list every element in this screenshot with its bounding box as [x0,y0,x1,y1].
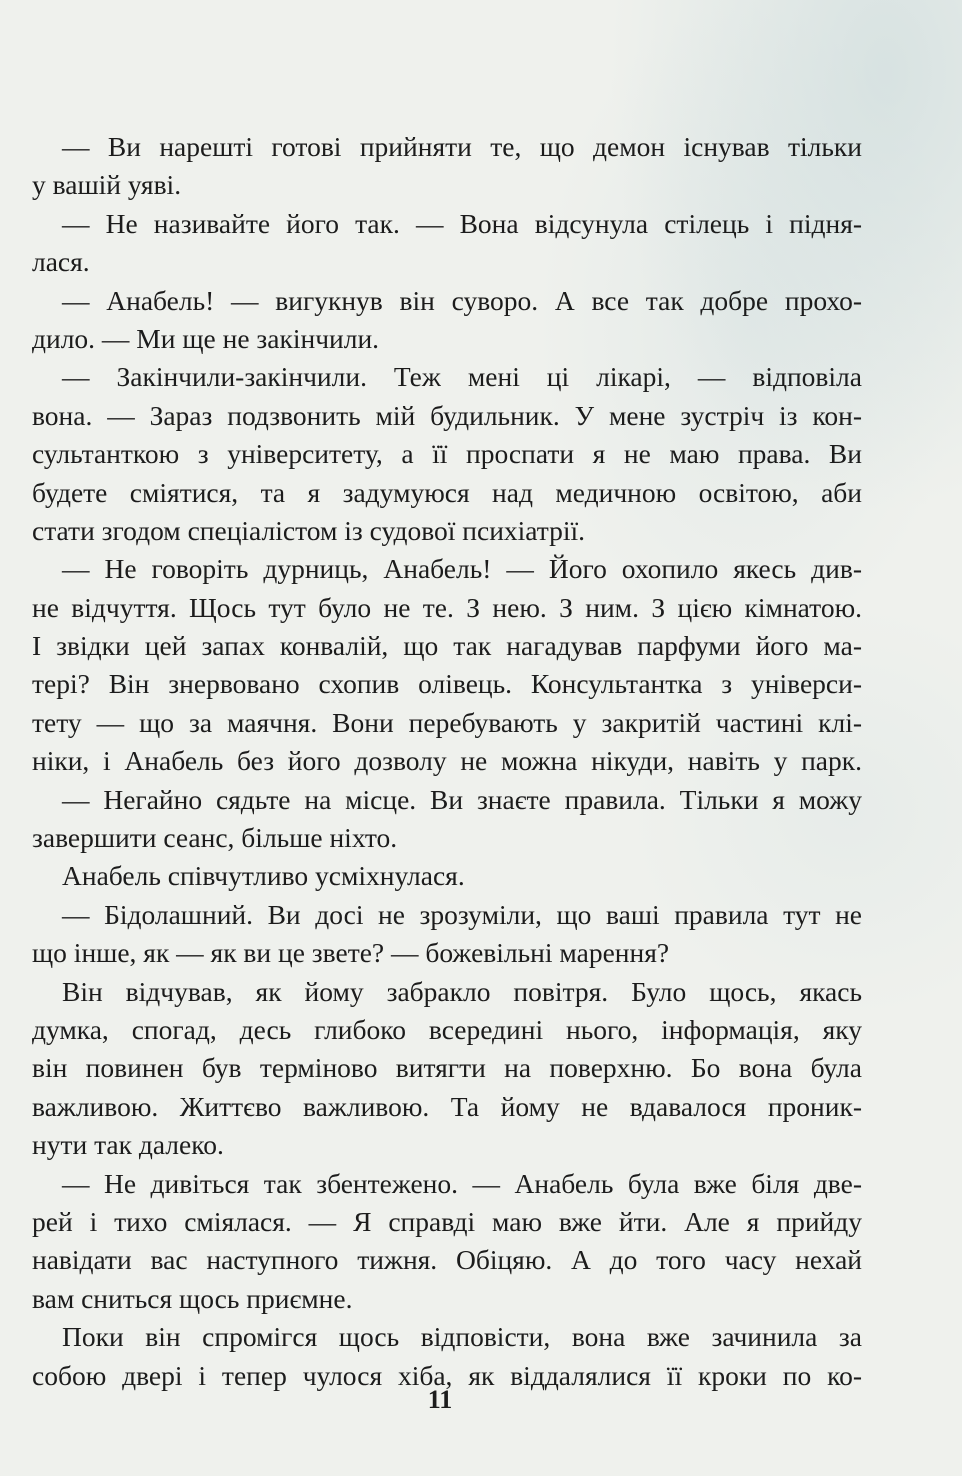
text-line: — Бідолашний. Ви досі не зрозуміли, що ваші правила тут не [62,898,862,930]
text-line: — Не говоріть дурниць, Анабель! — Його охопило якесь див- [62,553,862,585]
text-line: лася. [32,246,90,278]
text-line: будете сміятися, та я задумуюся над медичною освітою, аби [32,476,862,508]
text-line: тету — що за маячня. Вони перебувають у закритій частині клі- [32,706,862,738]
text-line: Поки він спромігся щось відповісти, вона вже зачинила за [62,1321,862,1353]
text-line: — Анабель! — вигукнув він суворо. А все так добре прохо- [62,284,862,316]
text-line: дило. — Ми ще не закінчили. [32,322,380,354]
text-line: стати згодом спеціалістом із судової психіатрії. [32,514,586,546]
text-line: вона. — Зараз подзвонить мій будильник. У мене зустріч із кон- [32,399,862,431]
text-line: ніки, і Анабель без його дозволу не можна нікуди, навіть у парк. [32,745,862,777]
text-line: І звідки цей запах конвалій, що так нагадував парфуми його ма- [32,630,862,662]
text-line: що інше, як — як ви це звете? — божевільні марення? [32,937,670,969]
text-line: навідати вас наступного тижня. Обіцяю. А до того часу нехай [32,1244,862,1276]
text-line: — Ви нарешті готові прийняти те, що демон існував тільки [62,131,862,162]
text-line: Анабель співчутливо усміхнулася. [62,860,465,892]
text-line: важливою. Життєво важливою. Та йому не вдавалося проник- [32,1090,862,1122]
text-line: тері? Він знервовано схопив олівець. Консультантка з універси- [32,668,862,700]
text-line: — Негайно сядьте на місце. Ви знаєте правила. Тільки я можу [62,783,862,815]
text-line: він повинен був терміново витягти на поверхню. Бо вона була [32,1052,862,1084]
text-line: — Закінчили-закінчили. Теж мені ці лікарі, — відповіла [62,361,862,393]
text-line: собою двері і тепер чулося хіба, як віддалялися її кроки по ко- [32,1359,862,1391]
text-line: Він відчував, як йому забракло повітря. Було щось, якась [62,975,862,1007]
body-text [32,128,862,1395]
text-line: нути так далеко. [32,1129,224,1161]
text-line: рей і тихо сміялася. — Я справді маю вже йти. Але я прийду [32,1205,862,1237]
text-line: вам сниться щось приємне. [32,1282,353,1314]
text-line: думка, спогад, десь глибоко всередині нього, інформація, яку [32,1013,862,1045]
text-line: у вашій уяві. [32,169,182,201]
page-number: 11 [427,1385,453,1414]
text-line: сультанткою з університету, а її проспати я не маю права. Ви [32,438,862,470]
text-line: — Не називайте його так. — Вона відсунула стілець і підня- [62,207,862,239]
text-line: завершити сеанс, більше ніхто. [32,822,398,854]
text-line: не відчуття. Щось тут було не те. З нею. З ним. З цією кімнатою. [32,591,862,623]
text-line: — Не дивіться так збентежено. — Анабель була вже біля две- [62,1167,862,1199]
